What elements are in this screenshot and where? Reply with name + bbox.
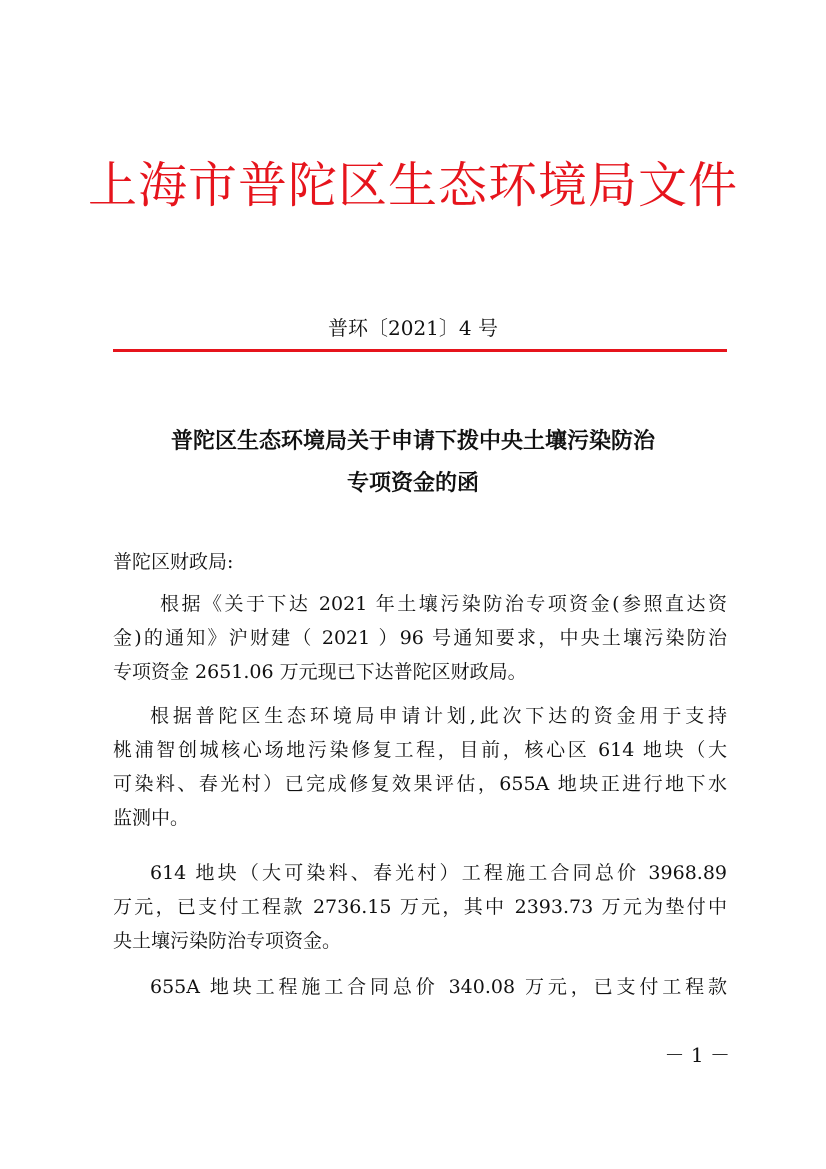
- salutation: 普陀区财政局:: [113, 551, 234, 573]
- paragraph-3-line-2: 万元，已支付工程款 2736.15 万元，其中 2393.73 万元为垫付中: [113, 896, 727, 918]
- subject-title-line-2: 专项资金的函: [346, 470, 479, 496]
- paragraph-4-line-1: 655A 地块工程施工合同总价 340.08 万元，已支付工程款: [150, 976, 727, 998]
- paragraph-1-line-3: 专项资金 2651.06 万元现已下达普陀区财政局。: [113, 661, 527, 683]
- document-number: 普环〔2021〕4 号: [328, 316, 498, 340]
- paragraph-2-line-3: 可染料、春光村）已完成修复效果评估，655A 地块正进行地下水: [113, 773, 727, 795]
- red-divider-line: [113, 349, 727, 352]
- page-number: － 1 －: [664, 1043, 730, 1067]
- paragraph-2-line-2: 桃浦智创城核心场地污染修复工程，目前，核心区 614 地块（大: [113, 739, 727, 761]
- subject-title-line-1: 普陀区生态环境局关于申请下拨中央土壤污染防治: [170, 428, 655, 454]
- paragraph-1-line-1: 根据《关于下达 2021 年土壤污染防治专项资金(参照直达资: [160, 593, 727, 615]
- document-header-title: 上海市普陀区生态环境局文件: [87, 157, 738, 214]
- paragraph-2-line-4: 监测中。: [113, 807, 190, 829]
- paragraph-2-line-1: 根据普陀区生态环境局申请计划,此次下达的资金用于支持: [150, 705, 727, 727]
- paragraph-3-line-1: 614 地块（大可染料、春光村）工程施工合同总价 3968.89: [150, 862, 727, 884]
- paragraph-3-line-3: 央土壤污染防治专项资金。: [113, 930, 342, 952]
- paragraph-1-line-2: 金)的通知》沪财建（ 2021 ）96 号通知要求，中央土壤污染防治: [113, 627, 727, 649]
